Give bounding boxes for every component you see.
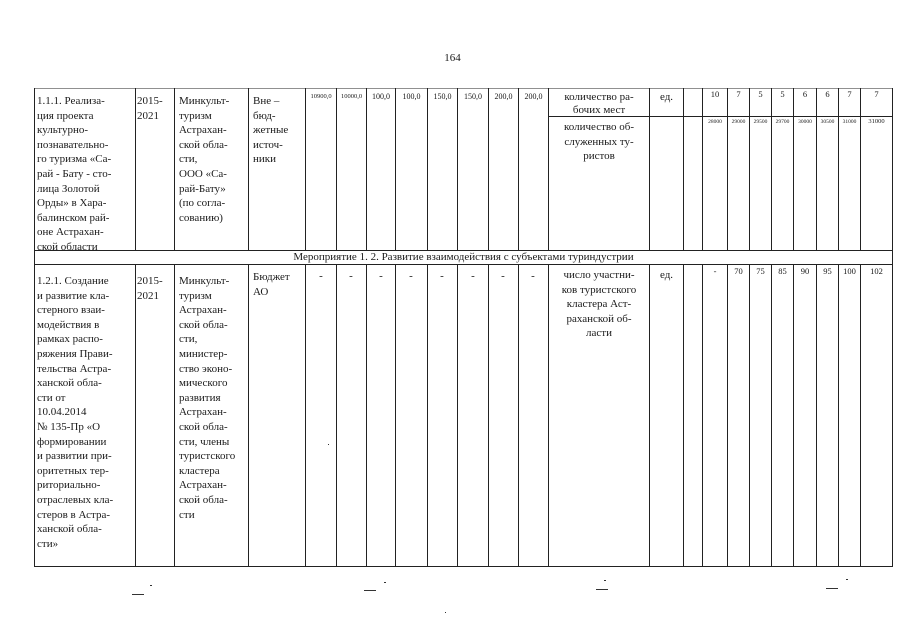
scan-speck — [150, 585, 152, 586]
page-number: 164 — [444, 52, 461, 64]
scan-speck — [596, 589, 608, 590]
scan-speck — [132, 594, 144, 595]
measure-banner: Мероприятие 1. 2. Развитие взаимодействия с субъектами туриндустрии — [293, 251, 634, 263]
scan-speck — [846, 579, 848, 580]
table-grid — [34, 88, 893, 567]
scan-speck — [384, 582, 386, 583]
scan-speck — [328, 444, 329, 445]
scan-speck — [445, 612, 446, 613]
measures-table: 1.1.1. Реализа- ция проекта культурно- познавательно- го туризма «Са- рай - Бату - сто- лица Золотой Орды» в Хара- балинском рай- оне Астрахан- ской области 2015- 2021 Минкульт- туризм Астрахан- ской обла- сти, ООО «Са- рай-Бату» (по согла- сованию) Вне – бюд- жетные источ- ники 10900,0 10000,0 100,0 100,0 150,0 150,0 200,0 200,0 количество ра- бочих мест ед. 10 7 5 5 6 6 7 7 количество об- служенных ту- ристов 28000 29000 29500 29700 30000 30500 31000 31000 Мероприятие 1. 2. Развитие взаимодействия с субъектами туриндустрии 1.2.1. Создание и развитие кла- стерного взаи- модействия в рамках распо- ряжения Прави- тельства Астра- ханской обла- сти от 10.04.2014 № 135-Пр «О формировании и развитии при- оритетных тер- риториально- отраслевых кла- стеров в Астра- ханской обла- сти» 2015- 2021 Минкульт- туризм Астрахан- ской обла- сти, министер- ство эконо- мического развития Астрахан- ской обла- сти, члены туристского кластера Астрахан- ской обла- сти Бюджет АО - - - - - - - - число участни- ков туристского кластера Аст- раханской об- ласти ед. - 70 75 85 90 95 100 102 — [34, 88, 893, 567]
scan-speck — [604, 580, 606, 581]
scan-speck — [364, 590, 376, 591]
scan-speck — [826, 588, 838, 589]
